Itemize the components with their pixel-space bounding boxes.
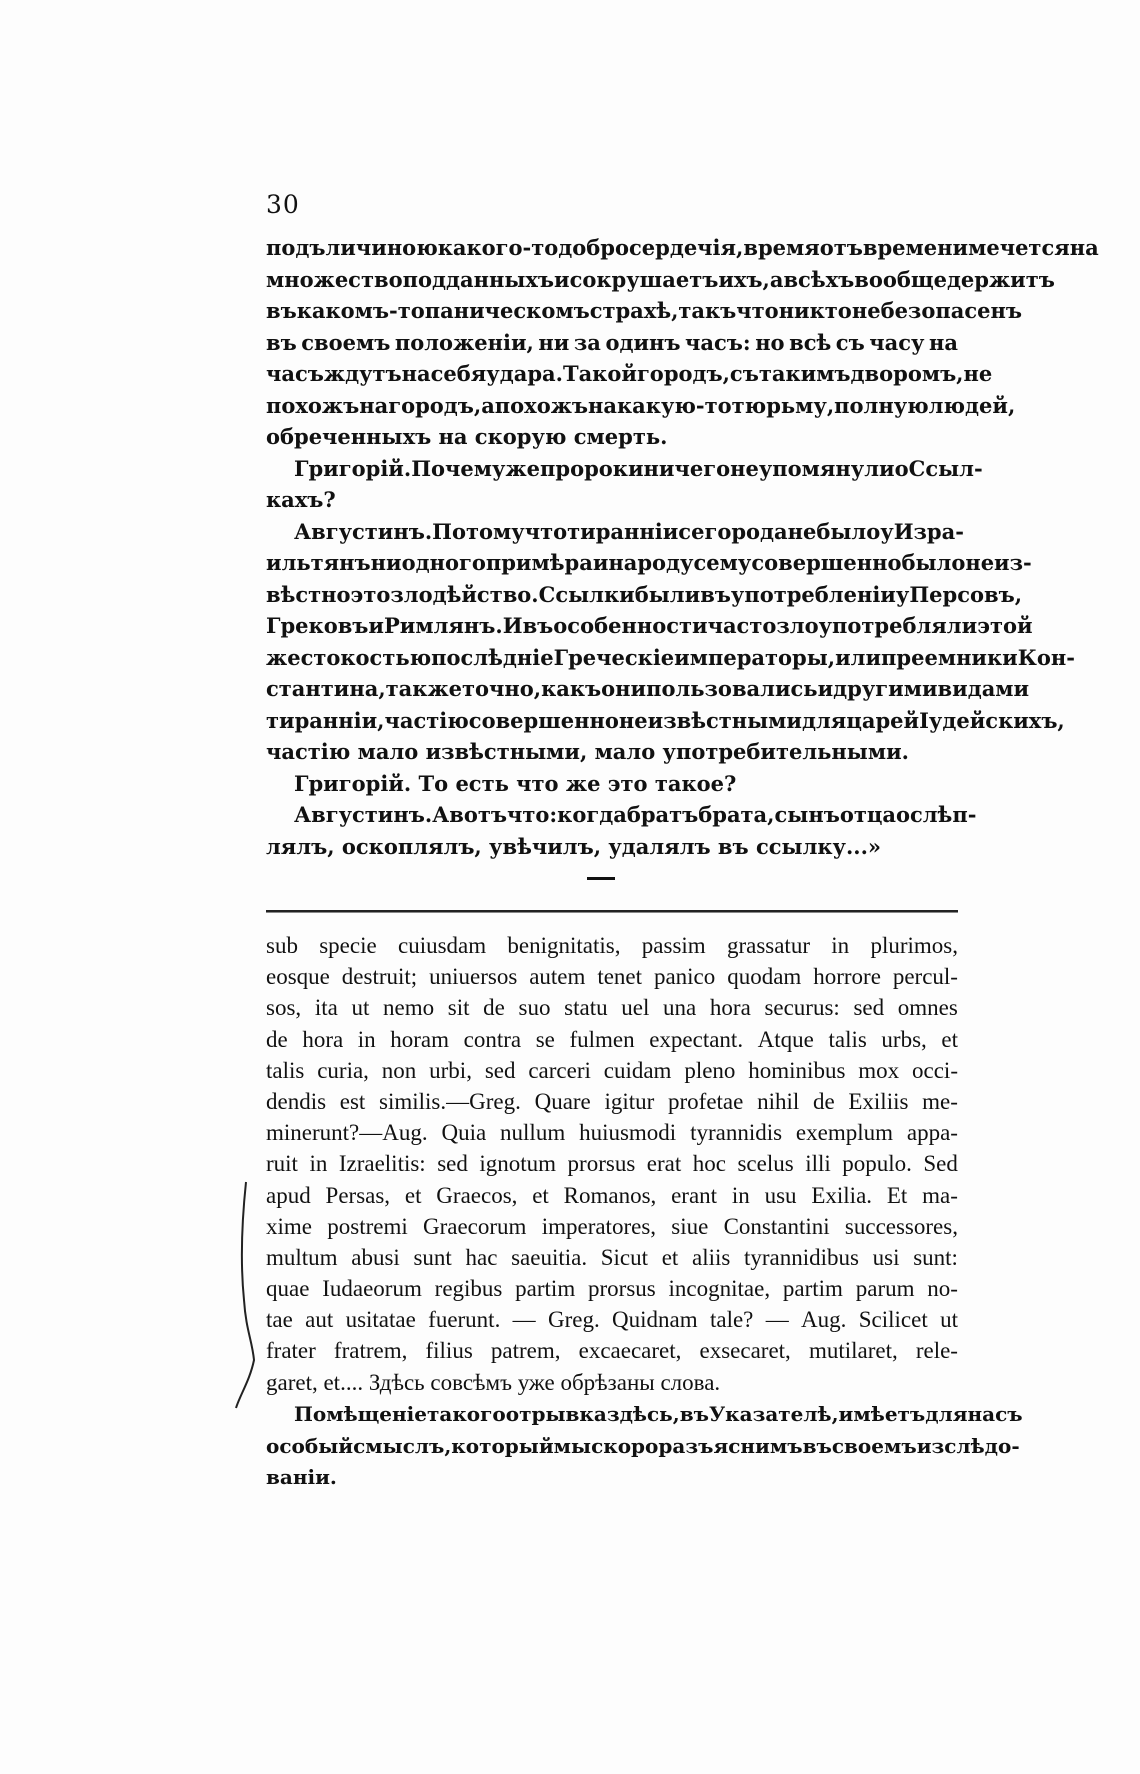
- text-line: часъ ждутъ на себя удара. Такой городъ, съ такимъ дворомъ, не: [266, 361, 993, 386]
- text-line: похожъ на городъ, а похожъ на какую-то тюрьму, полную людей,: [266, 392, 1016, 418]
- editor-note: [266, 1399, 1023, 1494]
- latin-line: multum abusi sunt hac saeuitia. Sicut et aliis tyrannidibus usi sunt:: [266, 1244, 958, 1270]
- latin-line: xime postremi Graecorum imperatores, siue Constantini successores,: [266, 1213, 958, 1239]
- footnote-rule: [266, 910, 958, 913]
- note-line: особый смыслъ, который мы скоро разъяснимъ въ своемъ изслѣдо-: [266, 1433, 1020, 1458]
- text-line: Августинъ. А вотъ что: когда братъ брата, сынъ отца ослѣп-: [294, 802, 977, 827]
- note-line: ваніи.: [266, 1465, 337, 1489]
- text-line: въ какомъ-то паническомъ страхѣ, такъ что никто не безопасенъ: [266, 298, 1022, 323]
- latin-line: quae Iudaeorum regibus partim prorsus incognitae, partim parum no-: [266, 1276, 958, 1302]
- latin-line: sub specie cuiusdam benignitatis, passim grassatur in plurimos,: [266, 933, 958, 958]
- text-line: ильтянъ ни одного примѣра и народу сему совершенно было неиз-: [266, 550, 1032, 575]
- text-line: кахъ?: [266, 487, 336, 512]
- latin-line: de hora in horam contra se fulmen expectant. Atque talis urbs, et: [266, 1026, 958, 1052]
- text-line: вѣстно это злодѣйство. Ссылки были въ употребленіи у Персовъ,: [266, 581, 1023, 607]
- text-line: лялъ, оскоплялъ, увѣчилъ, удалялъ въ ссылку...»: [266, 833, 882, 859]
- text-line: Григорій. То есть что же это такое?: [294, 770, 737, 796]
- latin-line: apud Persas, et Graecos, et Romanos, erant in usu Exilia. Et ma-: [266, 1182, 958, 1208]
- latin-line: ruit in Izraelitis: sed ignotum prorsus erat hoc scelus illi populo. Sed: [266, 1151, 958, 1177]
- main-text: [266, 232, 1099, 862]
- text-line: множество подданныхъ и сокрушаетъ ихъ, а всѣхъ вообще держитъ: [266, 266, 1055, 292]
- latin-line: sos, ita ut nemo sit de suo statu uel una hora securus: sed omnes: [266, 995, 958, 1021]
- margin-bracket-mark: [232, 1180, 266, 1410]
- latin-footnote: [266, 930, 958, 1398]
- text-line: Грековъ и Римлянъ. И въ особенности часто злоупотребляли этой: [266, 613, 1033, 638]
- latin-line: talis curia, non urbi, sed carceri cuidam pleno hominibus mox occi-: [266, 1057, 958, 1083]
- text-line: тиранніи, частію совершенно неизвѣстными для царей Іудейскихъ,: [266, 707, 1065, 733]
- latin-line: garet, et.... Здѣсь совсѣмъ уже обрѣзаны слова.: [266, 1369, 721, 1395]
- text-line: жестокостью послѣдніе Греческіе императоры, или преемники Кон-: [266, 644, 1075, 670]
- latin-line: frater fratrem, filius patrem, excaecaret, exsecaret, mutilaret, rele-: [266, 1338, 958, 1364]
- latin-line: dendis est similis.—Greg. Quare igitur profetae nihil de Exiliis me-: [266, 1088, 958, 1114]
- latin-line: eosque destruit; uniuersos autem tenet panico quodam horrore percul-: [266, 964, 958, 990]
- latin-line: tae aut usitatae fuerunt. — Greg. Quidnam tale? — Aug. Scilicet ut: [266, 1307, 958, 1333]
- text-line: Августинъ. Потому что тиранніи сего рода не было у Изра-: [294, 518, 964, 544]
- text-line: подъ личиною какого-то добросердечія, время отъ времени мечется на: [266, 235, 1099, 260]
- page-number: 30: [266, 190, 300, 219]
- text-line: частію мало извѣстными, мало употребительными.: [266, 739, 909, 764]
- text-line: обреченныхъ на скорую смерть.: [266, 424, 668, 449]
- latin-line: minerunt?—Aug. Quia nullum huiusmodi tyrannidis exemplum appa-: [266, 1120, 958, 1146]
- section-dash: [587, 877, 615, 880]
- text-line: Григорій. Почему же пророки ничего не упомянули о Ссыл-: [294, 455, 983, 481]
- note-line: Помѣщеніе такого отрывка здѣсь, въ Указателѣ, имѣетъ для насъ: [294, 1402, 1023, 1426]
- text-line: въ своемъ положеніи, ни за одинъ часъ: но всѣ съ часу на: [266, 329, 958, 355]
- text-line: стантина, также точно, какъ они пользовались и другими видами: [266, 676, 1030, 701]
